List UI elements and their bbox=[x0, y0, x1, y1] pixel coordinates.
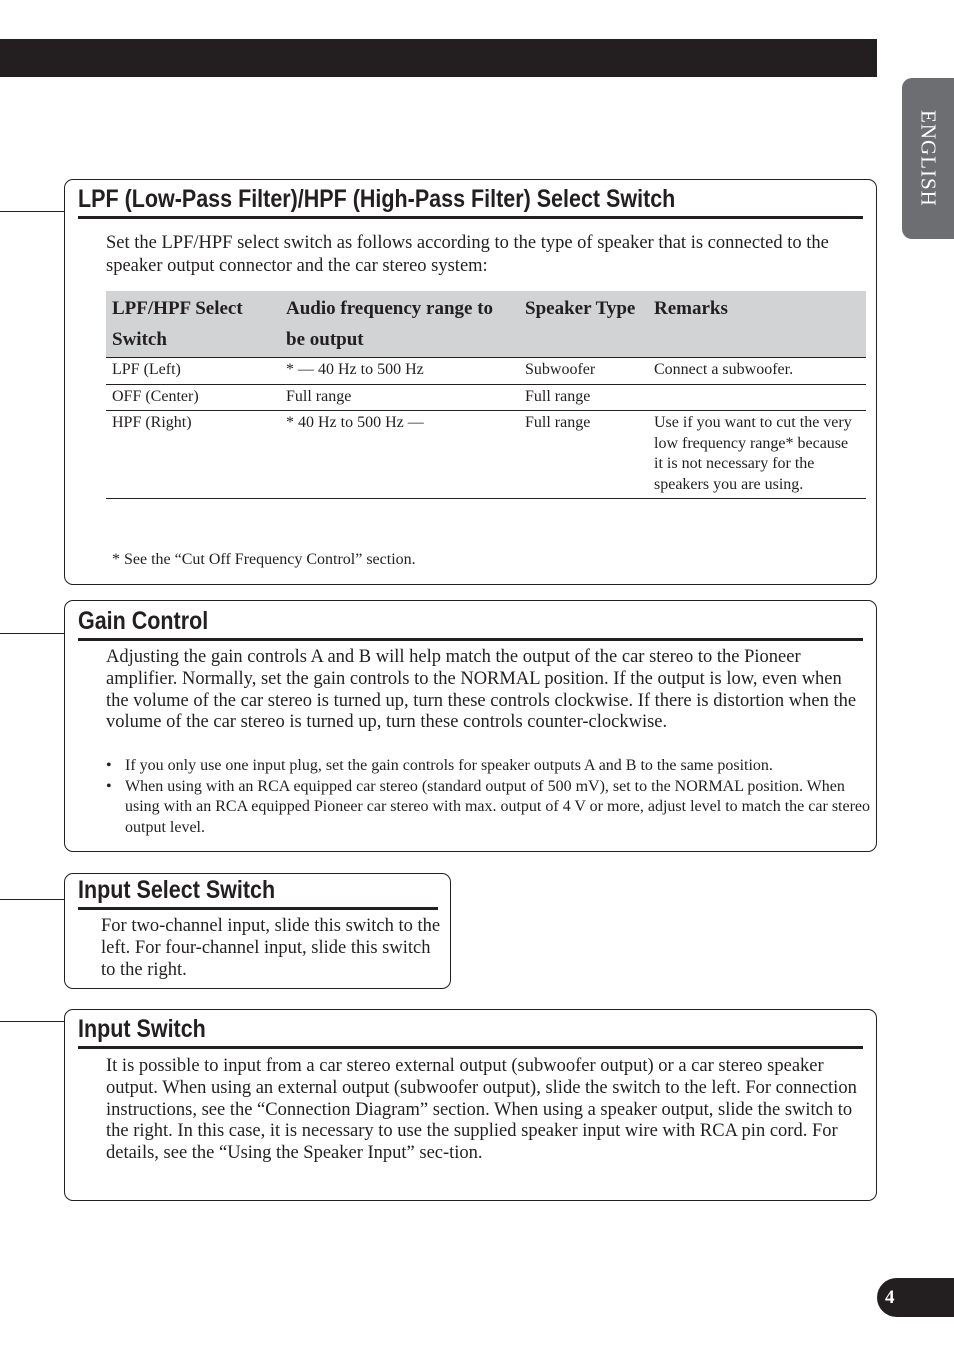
section-body: It is possible to input from a car stereo external output (subwoofer output) or a car stereo speaker output. When using an external output (subwoofer output), slide the switch to the left. For connection instructions, see the “Connection Diagram” section. When using a speaker output, slide the switch to the right. In this case, it is necessary to use the supplied speaker input wire with RCA pin cord. For details, see the “Using the Speaker Input” sec-tion. bbox=[106, 1056, 857, 1164]
bullet-marker: • bbox=[106, 757, 112, 774]
table-cell: Use if you want to cut the very low frequency range* because it is not necessary for the speakers you are using. bbox=[648, 411, 866, 499]
list-item-text: When using with an RCA equipped car stereo (standard output of 500 mV), set to the NORMAL position. When using with an RCA equipped Pioneer car stereo with max. output of 4 V or more, adjust level to match the car stereo output level. bbox=[125, 777, 871, 836]
table-cell: HPF (Right) bbox=[106, 411, 280, 499]
section-lpf-hpf bbox=[64, 179, 877, 585]
table-row bbox=[106, 384, 866, 411]
title-rule bbox=[78, 216, 863, 219]
section-title: Input Switch bbox=[78, 1015, 206, 1043]
section-title: Gain Control bbox=[78, 607, 209, 635]
table-cell: * 40 Hz to 500 Hz — bbox=[280, 411, 519, 499]
title-rule bbox=[78, 1046, 863, 1049]
section-leader-line bbox=[0, 1021, 64, 1022]
header-bar bbox=[0, 39, 877, 77]
table-header-cell: Audio frequency range to be output bbox=[280, 291, 519, 358]
table-header-cell: Speaker Type bbox=[519, 291, 648, 358]
bullet-marker: • bbox=[106, 777, 112, 795]
language-tab bbox=[902, 78, 954, 239]
section-leader-line bbox=[0, 211, 64, 212]
table-header-cell: Remarks bbox=[648, 291, 866, 358]
table-header-cell: LPF/HPF Select Switch bbox=[106, 291, 280, 358]
section-body: Adjusting the gain controls A and B will help match the output of the car stereo to the Pioneer amplifier. Normally, set the gain controls to the NORMAL position. If the output is low, even when the volume of the car stereo is turned up, turn these controls clockwise. If there is distortion when the volume of the car stereo is turned up, turn these controls counter-clockwise. bbox=[106, 647, 857, 733]
section-leader-line bbox=[0, 899, 64, 900]
section-gain-control bbox=[64, 600, 877, 852]
table-cell bbox=[648, 384, 866, 411]
section-title: Input Select Switch bbox=[78, 876, 276, 904]
table-cell: Connect a subwoofer. bbox=[648, 358, 866, 385]
list-item bbox=[106, 777, 871, 839]
table-cell: Subwoofer bbox=[519, 358, 648, 385]
section-input-switch bbox=[64, 1009, 877, 1201]
list-item bbox=[106, 756, 871, 777]
table-row bbox=[106, 411, 866, 499]
table-cell: Full range bbox=[280, 384, 519, 411]
section-leader-line bbox=[0, 633, 64, 634]
table-header-row bbox=[106, 291, 866, 358]
title-rule bbox=[78, 638, 863, 641]
table-cell: LPF (Left) bbox=[106, 358, 280, 385]
table-row bbox=[106, 358, 866, 385]
page-number-tab bbox=[877, 1278, 954, 1317]
section-body: For two-channel input, slide this switch to the left. For four-channel input, slide this switch to the right. bbox=[101, 916, 441, 980]
table-cell: * — 40 Hz to 500 Hz bbox=[280, 358, 519, 385]
table-footnote: * See the “Cut Off Frequency Control” section. bbox=[112, 551, 416, 568]
list-item-text: If you only use one input plug, set the gain controls for speaker outputs A and B to the same position. bbox=[125, 757, 773, 774]
title-rule bbox=[78, 907, 438, 910]
table-cell: Full range bbox=[519, 411, 648, 499]
section-input-select bbox=[64, 873, 451, 989]
language-tab-label: ENGLISH bbox=[916, 110, 941, 207]
table-cell: Full range bbox=[519, 384, 648, 411]
section-intro: Set the LPF/HPF select switch as follows according to the type of speaker that is connected to the speaker output connector and the car stereo system: bbox=[106, 233, 829, 276]
lpf-hpf-table bbox=[106, 291, 866, 499]
bullet-list bbox=[106, 756, 871, 838]
section-title: LPF (Low-Pass Filter)/HPF (High-Pass Filter) Select Switch bbox=[78, 185, 676, 213]
page-number: 4 bbox=[885, 1286, 895, 1308]
table-cell: OFF (Center) bbox=[106, 384, 280, 411]
